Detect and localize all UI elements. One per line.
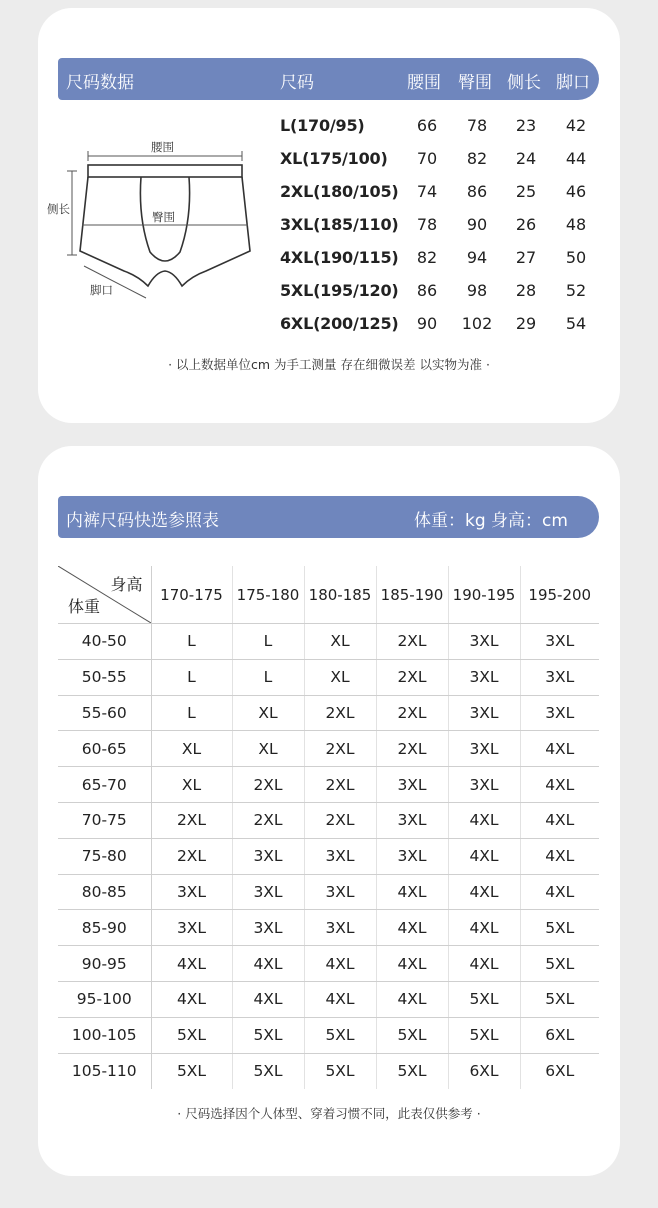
size-cell: 3XL (304, 838, 376, 874)
table-header-row (58, 566, 599, 624)
size-cell: 5XL (448, 981, 520, 1017)
size-cell: L (232, 659, 304, 695)
size-cell: 6XL (545, 1062, 575, 1081)
table-row (58, 910, 599, 946)
size-row (38, 145, 620, 173)
table-row (58, 1053, 599, 1089)
size-code: 5XL(195/120) (280, 281, 399, 300)
size-cell: L (151, 624, 232, 660)
leg-opening-value: 48 (565, 215, 587, 234)
size-cell: 2XL (376, 624, 448, 660)
size-cell: 5XL (232, 1053, 304, 1089)
size-cell: 3XL (232, 838, 304, 874)
size-cell: 3XL (304, 910, 376, 946)
column-header-leg-opening: 脚口 (556, 73, 590, 93)
diagram-label-waist: 腰围 (151, 140, 174, 154)
waist-value: 70 (416, 149, 438, 168)
size-cell: 2XL (304, 731, 376, 767)
table-row (58, 946, 599, 982)
diagram-label-side-length: 侧长 (47, 202, 70, 216)
size-cell: XL (151, 731, 232, 767)
weight-range-cell: 80-85 (58, 874, 151, 910)
size-cell: 2XL (304, 802, 376, 838)
table-row (58, 838, 599, 874)
size-cell: 5XL (304, 1053, 376, 1089)
weight-range-cell: 70-75 (58, 802, 151, 838)
table-row (58, 1017, 599, 1053)
size-row (38, 211, 620, 239)
size-code: XL(175/100) (280, 149, 388, 168)
size-row (38, 178, 620, 206)
size-cell: 4XL (232, 981, 304, 1017)
size-cell: 2XL (304, 695, 376, 731)
size-cell: 4XL (376, 874, 448, 910)
table-row (58, 624, 599, 660)
size-cell: L (232, 624, 304, 660)
waist-value: 66 (416, 116, 438, 135)
size-cell: 4XL (520, 802, 599, 838)
size-cell: 4XL (448, 946, 520, 982)
size-row (38, 277, 620, 305)
waist-value: 82 (416, 248, 438, 267)
size-code: 2XL(180/105) (280, 182, 399, 201)
size-cell: XL (232, 695, 304, 731)
size-selector-table (58, 566, 599, 1089)
size-cell: 5XL (151, 1017, 232, 1053)
side-length-value: 29 (515, 314, 537, 333)
size-selector-banner (58, 496, 599, 538)
height-range-header: 185-190 (376, 566, 448, 624)
size-data-title: 尺码数据 (66, 73, 134, 93)
size-code: 6XL(200/125) (280, 314, 399, 333)
weight-range-cell: 95-100 (58, 981, 151, 1017)
size-row (38, 310, 620, 338)
weight-range-cell: 90-95 (58, 946, 151, 982)
size-data-note: · 以上数据单位cm 为手工测量 存在细微误差 以实物为准 · (168, 357, 490, 372)
size-cell: 4XL (520, 767, 599, 803)
side-length-value: 24 (515, 149, 537, 168)
size-cell: 2XL (376, 731, 448, 767)
side-length-value: 27 (515, 248, 537, 267)
side-length-value: 23 (515, 116, 537, 135)
size-cell: 5XL (448, 1017, 520, 1053)
size-cell: 5XL (520, 981, 599, 1017)
weight-range-cell: 55-60 (58, 695, 151, 731)
height-range-header: 195-200 (520, 566, 599, 624)
size-cell: 6XL (520, 1017, 599, 1053)
size-code: 4XL(190/115) (280, 248, 399, 267)
size-cell: 2XL (232, 802, 304, 838)
size-cell: 2XL (151, 838, 232, 874)
size-cell: XL (304, 624, 376, 660)
size-cell: 3XL (151, 910, 232, 946)
height-range-header: 190-195 (448, 566, 520, 624)
hip-value: 82 (466, 149, 488, 168)
size-cell: 5XL (520, 946, 599, 982)
size-cell: 2XL (151, 802, 232, 838)
size-cell: 4XL (520, 731, 599, 767)
waist-value: 90 (416, 314, 438, 333)
size-cell: 5XL (304, 1017, 376, 1053)
diagram-label-hip: 臀围 (152, 210, 175, 224)
size-cell: 3XL (448, 731, 520, 767)
waist-value: 86 (416, 281, 438, 300)
size-cell: 3XL (232, 910, 304, 946)
table-row (58, 874, 599, 910)
hip-value: 90 (466, 215, 488, 234)
size-selector-note: · 尺码选择因个人体型、穿着习惯不同，此表仅供参考 · (177, 1106, 481, 1121)
table-row (58, 767, 599, 803)
size-cell: 4XL (448, 838, 520, 874)
height-range-header: 175-180 (232, 566, 304, 624)
leg-opening-value: 44 (565, 149, 587, 168)
size-cell: 3XL (448, 659, 520, 695)
hip-value: 86 (466, 182, 488, 201)
size-data-card (38, 8, 620, 423)
size-selector-units: 体重：kg 身高：cm (414, 511, 568, 531)
size-cell: 4XL (520, 838, 599, 874)
size-cell: 4XL (232, 946, 304, 982)
size-cell: XL (304, 659, 376, 695)
diagram-label-leg-opening: 脚口 (90, 283, 113, 297)
size-cell: 3XL (448, 767, 520, 803)
size-cell: 2XL (376, 659, 448, 695)
weight-range-cell: 105-110 (58, 1053, 151, 1089)
size-cell: 3XL (520, 624, 599, 660)
table-row (58, 695, 599, 731)
size-row (38, 244, 620, 272)
weight-range-cell: 40-50 (58, 624, 151, 660)
column-header-side-length: 侧长 (507, 73, 541, 93)
weight-range-cell: 75-80 (58, 838, 151, 874)
size-cell: 3XL (448, 695, 520, 731)
size-cell: 5XL (376, 1053, 448, 1089)
weight-range-cell: 60-65 (58, 731, 151, 767)
side-length-value: 28 (515, 281, 537, 300)
table-row (58, 802, 599, 838)
size-cell: 4XL (151, 946, 232, 982)
leg-opening-value: 42 (565, 116, 587, 135)
size-cell: 5XL (232, 1017, 304, 1053)
size-cell: 2XL (304, 767, 376, 803)
size-cell: L (151, 695, 232, 731)
size-cell: 3XL (304, 874, 376, 910)
size-cell: 6XL (448, 1053, 520, 1089)
weight-range-cell: 65-70 (58, 767, 151, 803)
height-range-header: 180-185 (304, 566, 376, 624)
size-code: L(170/95) (280, 116, 365, 135)
waist-value: 78 (416, 215, 438, 234)
height-range-header: 170-175 (151, 566, 232, 624)
leg-opening-value: 54 (565, 314, 587, 333)
size-cell: 2XL (376, 695, 448, 731)
size-selector-title: 内裤尺码快选参照表 (66, 511, 219, 531)
corner-label-weight: 体重 (68, 597, 101, 616)
size-row (38, 112, 620, 140)
size-cell: 3XL (376, 767, 448, 803)
table-row (58, 659, 599, 695)
size-cell: 3XL (520, 659, 599, 695)
size-cell: 3XL (376, 838, 448, 874)
size-cell: 3XL (151, 874, 232, 910)
size-cell: 4XL (448, 802, 520, 838)
size-cell: 5XL (151, 1053, 232, 1089)
hip-value: 102 (461, 314, 493, 333)
size-cell: 3XL (232, 874, 304, 910)
size-cell: 3XL (520, 695, 599, 731)
hip-value: 78 (466, 116, 488, 135)
hip-value: 94 (466, 248, 488, 267)
size-cell: 4XL (376, 946, 448, 982)
size-cell: 4XL (304, 981, 376, 1017)
weight-range-cell: 50-55 (58, 659, 151, 695)
column-header-waist: 腰围 (407, 73, 441, 93)
size-cell: 4XL (151, 981, 232, 1017)
side-length-value: 26 (515, 215, 537, 234)
size-cell: 4XL (376, 981, 448, 1017)
size-cell: 5XL (520, 910, 599, 946)
leg-opening-value: 50 (565, 248, 587, 267)
size-cell: 4XL (304, 946, 376, 982)
side-length-value: 25 (515, 182, 537, 201)
weight-range-cell: 85-90 (58, 910, 151, 946)
size-cell: 3XL (376, 802, 448, 838)
table-row (58, 731, 599, 767)
size-code: 3XL(185/110) (280, 215, 399, 234)
column-header-size: 尺码 (280, 73, 314, 93)
size-selector-card (38, 446, 620, 1176)
size-cell: 4XL (448, 874, 520, 910)
weight-range-cell: 100-105 (58, 1017, 151, 1053)
hip-value: 98 (466, 281, 488, 300)
size-cell: 2XL (232, 767, 304, 803)
size-cell: L (151, 659, 232, 695)
size-cell: XL (151, 767, 232, 803)
corner-label-height: 身高 (110, 575, 143, 594)
size-cell: 4XL (448, 910, 520, 946)
column-header-hip: 臀围 (458, 73, 492, 93)
size-cell: 4XL (520, 874, 599, 910)
corner-cell (58, 566, 151, 624)
size-cell: 4XL (376, 910, 448, 946)
size-cell: XL (232, 731, 304, 767)
size-cell: 3XL (448, 624, 520, 660)
size-cell: 5XL (376, 1017, 448, 1053)
waist-value: 74 (416, 182, 438, 201)
leg-opening-value: 52 (565, 281, 587, 300)
table-row (58, 981, 599, 1017)
leg-opening-value: 46 (565, 182, 587, 201)
